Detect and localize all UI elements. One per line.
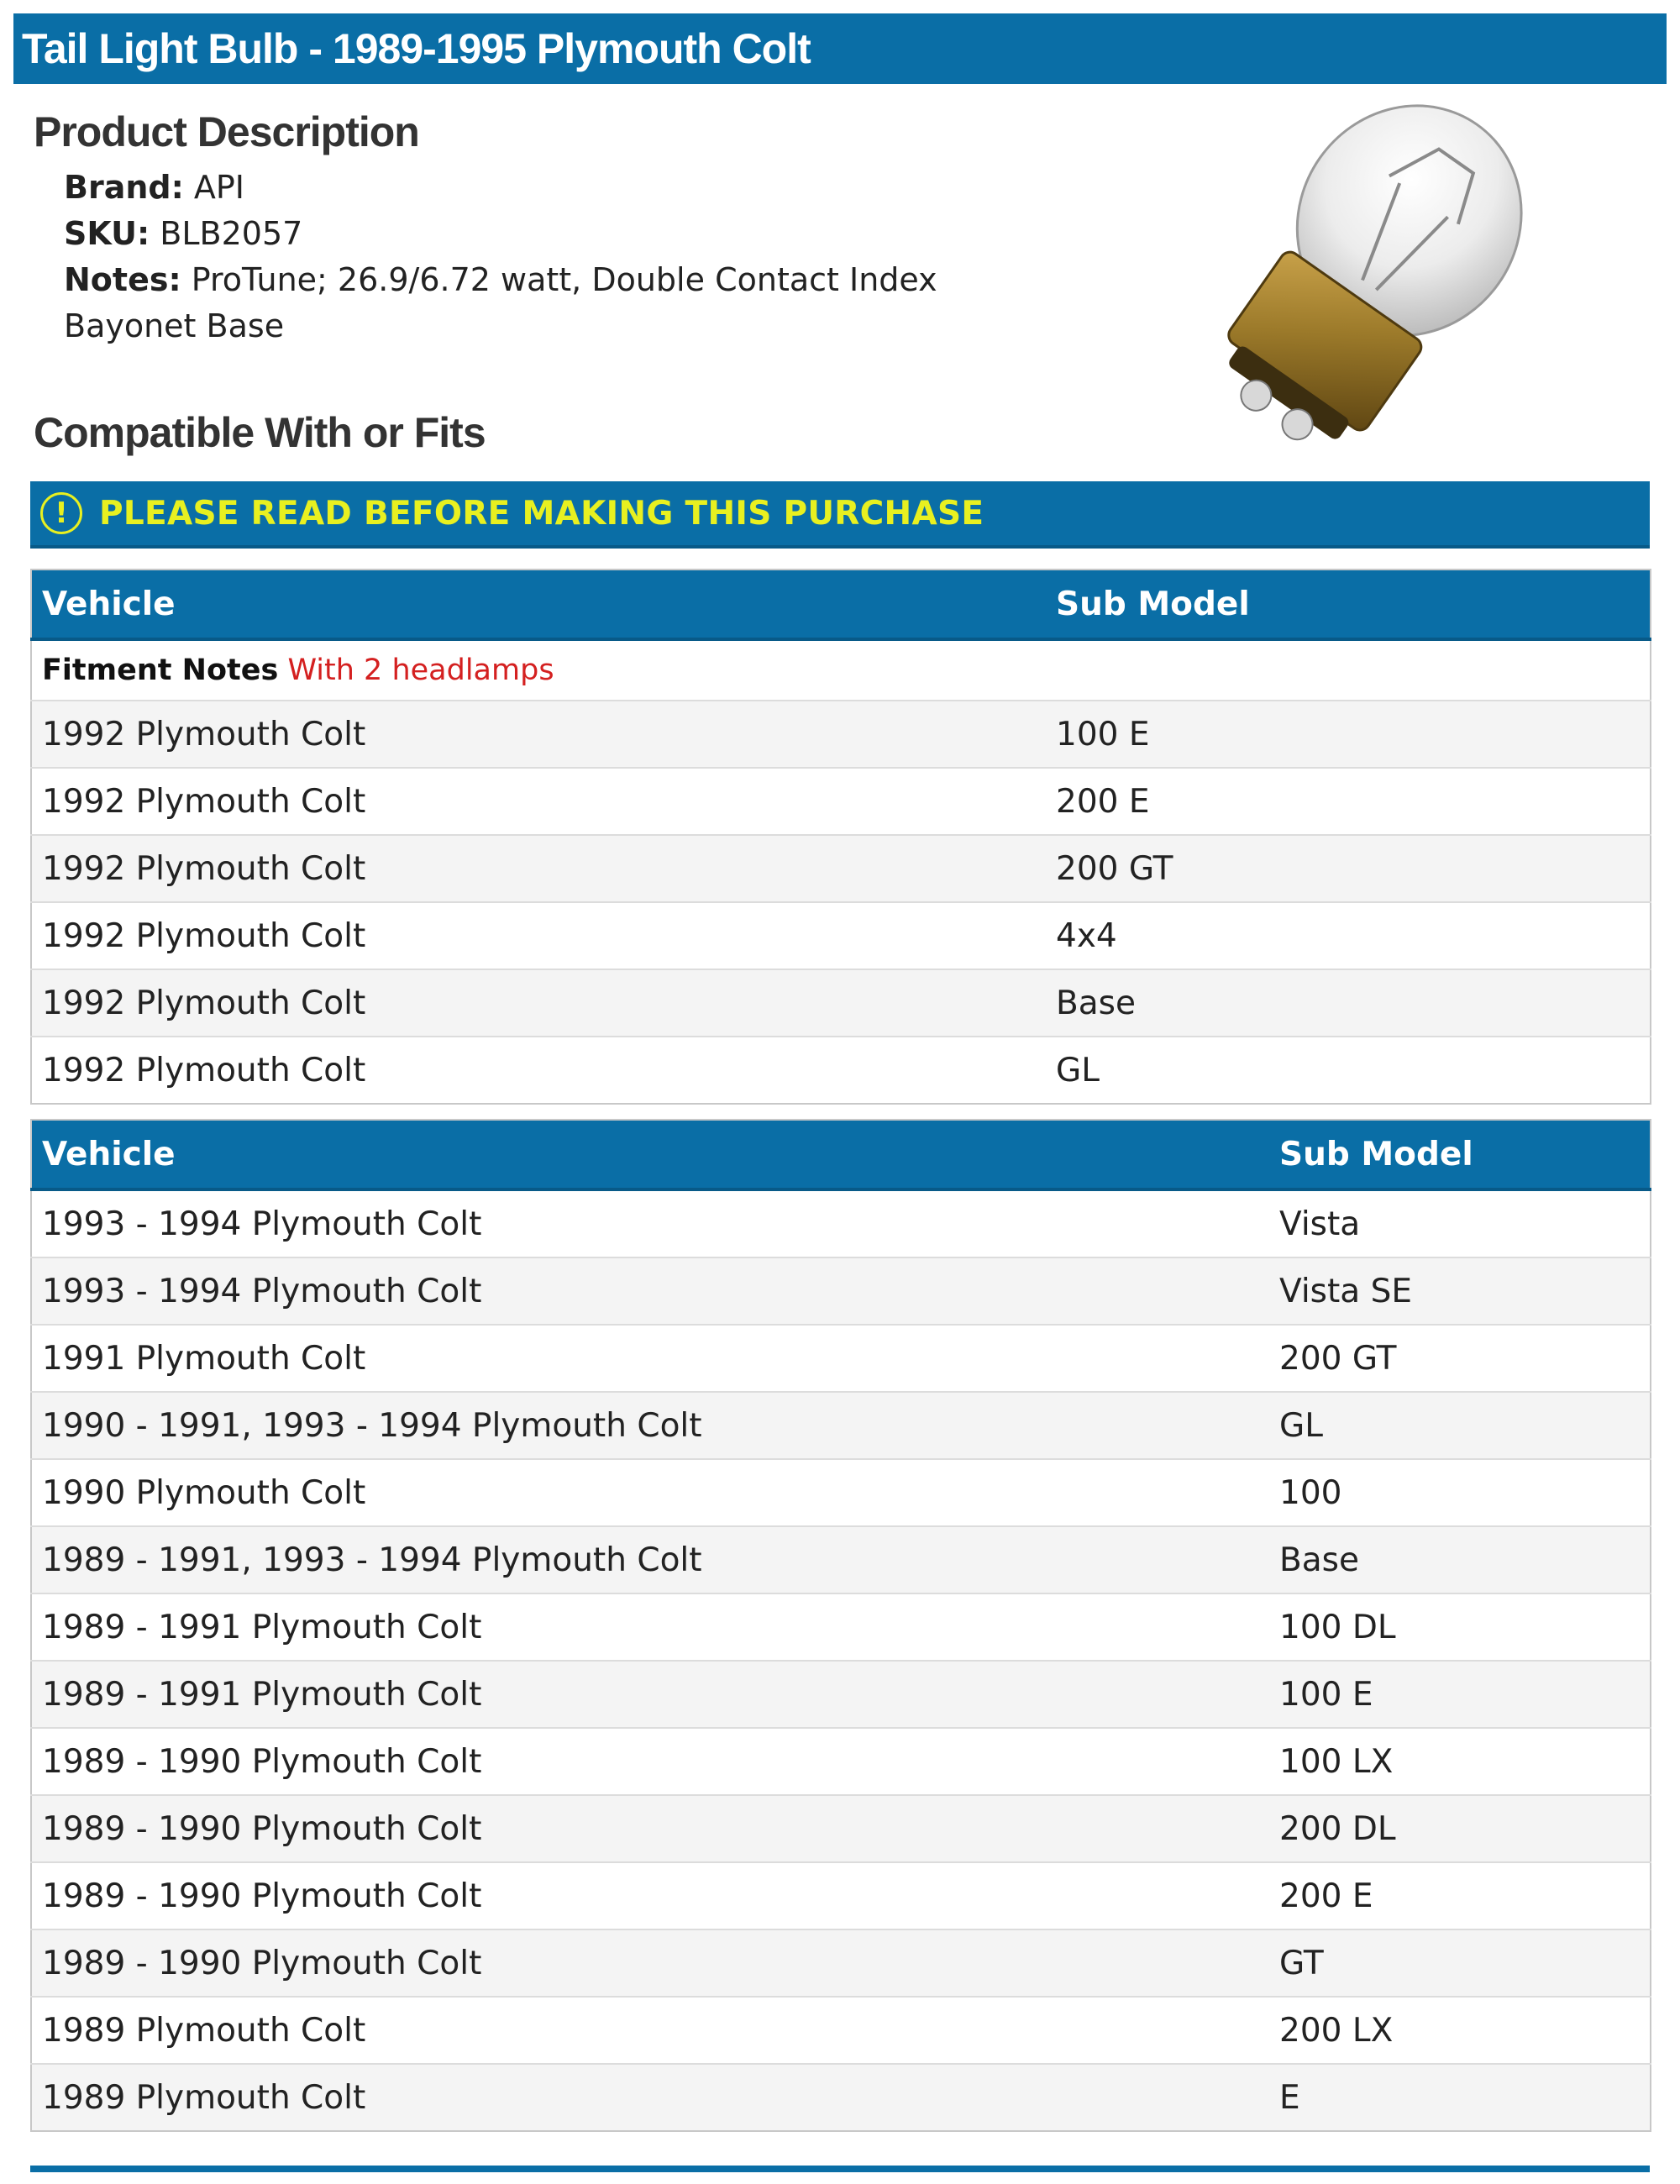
sub-model-cell: 100 LX	[1269, 1728, 1651, 1795]
sub-model-cell: 200 GT	[1269, 1325, 1651, 1392]
table-row	[31, 768, 1651, 835]
sub-model-header: Sub Model	[1046, 570, 1651, 639]
vehicle-cell: 1989 Plymouth Colt	[31, 1997, 1269, 2064]
sub-model-cell: 100 E	[1046, 701, 1651, 768]
sub-model-cell: Vista	[1269, 1189, 1651, 1257]
vehicle-cell: 1993 - 1994 Plymouth Colt	[31, 1257, 1269, 1325]
sub-model-cell: 100 E	[1269, 1661, 1651, 1728]
notes-value: ProTune; 26.9/6.72 watt, Double Contact Index Bayonet Base	[64, 261, 937, 344]
vehicle-cell: 1993 - 1994 Plymouth Colt	[31, 1189, 1269, 1257]
vehicle-cell: 1992 Plymouth Colt	[31, 969, 1046, 1037]
vehicle-cell: 1991 Plymouth Colt	[31, 1325, 1269, 1392]
sub-model-cell: 100 DL	[1269, 1593, 1651, 1661]
sub-model-header: Sub Model	[1269, 1120, 1651, 1189]
vehicle-cell: 1992 Plymouth Colt	[31, 768, 1046, 835]
sub-model-cell: 200 DL	[1269, 1795, 1651, 1862]
notes-label: Notes:	[64, 261, 181, 298]
vehicle-header: Vehicle	[31, 1120, 1269, 1189]
vehicle-cell: 1989 - 1990 Plymouth Colt	[31, 1795, 1269, 1862]
sub-model-cell: 200 GT	[1046, 835, 1651, 902]
compatible-heading: Compatible With or Fits	[34, 409, 486, 456]
product-details	[64, 165, 954, 349]
brand-line	[64, 165, 954, 211]
fitment-notes-value: With 2 headlamps	[287, 654, 554, 687]
alert-text: PLEASE READ BEFORE MAKING THIS PURCHASE	[99, 494, 984, 533]
sub-model-cell: 200 E	[1046, 768, 1651, 835]
vehicle-cell: 1989 Plymouth Colt	[31, 2064, 1269, 2131]
sku-value: BLB2057	[160, 215, 303, 252]
vehicle-header: Vehicle	[31, 570, 1046, 639]
sub-model-cell: Base	[1269, 1526, 1651, 1593]
fitment-notes	[31, 639, 1651, 701]
vehicle-cell: 1990 - 1991, 1993 - 1994 Plymouth Colt	[31, 1392, 1269, 1459]
sub-model-cell: GT	[1269, 1929, 1651, 1997]
vehicle-cell: 1989 - 1991, 1993 - 1994 Plymouth Colt	[31, 1526, 1269, 1593]
table-row	[31, 1795, 1651, 1862]
sku-line	[64, 211, 954, 257]
table-row	[31, 1189, 1651, 1257]
sub-model-cell: 100	[1269, 1459, 1651, 1526]
sub-model-cell: 200 LX	[1269, 1997, 1651, 2064]
vehicle-cell: 1989 - 1991 Plymouth Colt	[31, 1593, 1269, 1661]
table-row	[31, 902, 1651, 969]
fitment-notes-label: Fitment Notes	[42, 654, 279, 687]
table-row	[31, 1862, 1651, 1929]
table-row	[31, 1526, 1651, 1593]
product-description-heading: Product Description	[34, 108, 419, 155]
vehicle-cell: 1992 Plymouth Colt	[31, 902, 1046, 969]
brand-value: API	[193, 169, 245, 206]
vehicle-cell: 1992 Plymouth Colt	[31, 701, 1046, 768]
sub-model-cell: 4x4	[1046, 902, 1651, 969]
table-row	[31, 1037, 1651, 1104]
table-row	[31, 1459, 1651, 1526]
table-row	[31, 1325, 1651, 1392]
vehicle-cell: 1992 Plymouth Colt	[31, 1037, 1046, 1104]
page-title: Tail Light Bulb - 1989-1995 Plymouth Colt	[13, 13, 1667, 84]
bottom-divider	[30, 2166, 1650, 2172]
sub-model-cell: E	[1269, 2064, 1651, 2131]
table-row	[31, 2064, 1651, 2131]
table-row	[31, 1661, 1651, 1728]
fitment-notes-row	[31, 639, 1651, 701]
brand-label: Brand:	[64, 169, 184, 206]
table-row	[31, 1929, 1651, 1997]
table-row	[31, 969, 1651, 1037]
vehicle-cell: 1989 - 1990 Plymouth Colt	[31, 1728, 1269, 1795]
table-row	[31, 835, 1651, 902]
vehicle-cell: 1992 Plymouth Colt	[31, 835, 1046, 902]
sub-model-cell: GL	[1046, 1037, 1651, 1104]
vehicle-cell: 1989 - 1990 Plymouth Colt	[31, 1929, 1269, 1997]
sku-label: SKU:	[64, 215, 150, 252]
table-row	[31, 1728, 1651, 1795]
sub-model-cell: 200 E	[1269, 1862, 1651, 1929]
table-row	[31, 1593, 1651, 1661]
table-header	[31, 1120, 1651, 1189]
vehicle-cell: 1989 - 1990 Plymouth Colt	[31, 1862, 1269, 1929]
table-row	[31, 1257, 1651, 1325]
table-row	[31, 1997, 1651, 2064]
table-header	[31, 570, 1651, 639]
table-row	[31, 701, 1651, 768]
notes-line	[64, 257, 954, 349]
vehicle-cell: 1990 Plymouth Colt	[31, 1459, 1269, 1526]
fitment-table-2	[30, 1119, 1651, 2132]
table-row	[31, 1392, 1651, 1459]
exclamation-circle-icon: !	[40, 492, 82, 534]
sub-model-cell: Base	[1046, 969, 1651, 1037]
sub-model-cell: GL	[1269, 1392, 1651, 1459]
purchase-alert-banner	[30, 481, 1650, 549]
bulb-image	[1159, 87, 1596, 474]
fitment-table-1	[30, 569, 1651, 1105]
sub-model-cell: Vista SE	[1269, 1257, 1651, 1325]
vehicle-cell: 1989 - 1991 Plymouth Colt	[31, 1661, 1269, 1728]
